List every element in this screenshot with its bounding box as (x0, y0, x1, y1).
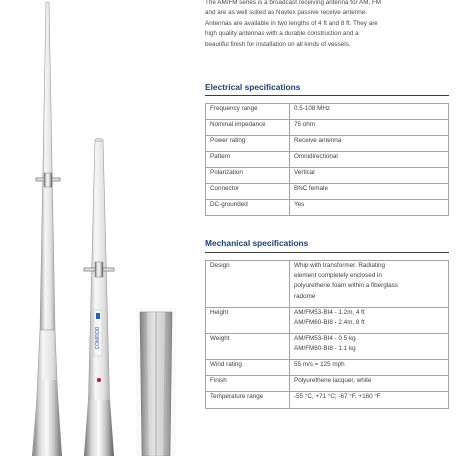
cutaway-detail (136, 308, 176, 456)
spec-value (290, 184, 449, 200)
spec-value-line: 0.5-108 MHz (294, 105, 331, 112)
spec-row (206, 392, 449, 409)
spec-value-line: Receive antenna (294, 137, 342, 144)
mechanical-specs-table (205, 260, 449, 409)
spec-row (206, 261, 449, 308)
spec-value (290, 334, 449, 360)
mechanical-specs-rule (205, 252, 449, 253)
intro-line: The AM/FM series is a broadcast receiving antenna for AM, FM (205, 0, 382, 6)
spec-value-line: Whip with transformer. Radiating (294, 262, 385, 269)
spec-value-line: Vertical (294, 169, 315, 176)
spec-value (290, 152, 449, 168)
brand-label: COMROD (95, 326, 101, 350)
spec-value-line: polyurethene foam within a fiberglass (294, 282, 398, 290)
intro-line: high quality antennas with a durable construction and a (205, 30, 359, 38)
spec-key: Power rating (206, 136, 290, 152)
intro-paragraph (205, 0, 455, 50)
spec-value-line: radome (294, 292, 316, 300)
spec-value-line: Yes (294, 201, 305, 208)
spec-value-line: 55 m/s = 125 mph (294, 361, 345, 368)
spec-key: Weight (206, 334, 290, 360)
spec-value-line: AM/FM60-BI8 - 2.4m, 8 ft (294, 319, 365, 327)
spec-key: Finish (206, 376, 290, 392)
spec-key: Polarization (206, 168, 290, 184)
intro-line: beautiful finish for installation on all kinds of vessels. (205, 40, 351, 48)
electrical-specs-table (205, 103, 449, 216)
spec-value-line: -55 °C, +71 °C; -67 °F, +160 °F (294, 393, 381, 400)
spec-value-line: AM/FM53-BI4 - 0.5 kg (294, 335, 356, 342)
long-antenna (32, 2, 62, 456)
spec-row (206, 200, 449, 216)
spec-key: Temperature range (206, 392, 290, 409)
spec-row (206, 308, 449, 334)
electrical-specs-title: Electrical specifications (205, 82, 301, 92)
spec-value-line: 75 ohm (294, 121, 316, 128)
spec-key: Pattern (206, 152, 290, 168)
spec-key: Nominal impedance (206, 120, 290, 136)
spec-value-line: AM/FM60-BI8 - 1.1 kg (294, 345, 356, 353)
spec-value (290, 261, 449, 308)
spec-row (206, 120, 449, 136)
spec-value (290, 360, 449, 376)
spec-value (290, 168, 449, 184)
spec-row (206, 360, 449, 376)
spec-row (206, 104, 449, 120)
spec-value (290, 200, 449, 216)
electrical-specs-rule (205, 95, 449, 96)
intro-line: Antennas are available in two lengths of 4 ft and 8 ft. They are (205, 19, 378, 27)
spec-value (290, 392, 449, 409)
spec-row (206, 184, 449, 200)
spec-value (290, 120, 449, 136)
spec-value (290, 308, 449, 334)
spec-value (290, 104, 449, 120)
spec-key: Design (206, 261, 290, 308)
spec-value-line: AM/FM53-BI4 - 1.2m, 4 ft (294, 309, 365, 316)
spec-key: Frequency range (206, 104, 290, 120)
spec-key: Height (206, 308, 290, 334)
short-antenna (84, 139, 114, 456)
spec-value (290, 376, 449, 392)
spec-key: Connector (206, 184, 290, 200)
spec-row (206, 334, 449, 360)
spec-row (206, 376, 449, 392)
mechanical-specs-title: Mechanical specifications (205, 238, 309, 248)
spec-value (290, 136, 449, 152)
spec-row (206, 136, 449, 152)
spec-key: Wind rating (206, 360, 290, 376)
intro-line: and are as well suited as Navtex passive receive antenne. (205, 9, 368, 17)
spec-value-line: Polyurethene lacquer, white (294, 377, 372, 384)
spec-row (206, 152, 449, 168)
spec-value-line: element completely enclosed in (294, 272, 382, 280)
spec-value-line: BNC female (294, 185, 328, 192)
spec-key: DC-grounded (206, 200, 290, 216)
spec-row (206, 168, 449, 184)
spec-value-line: Omnidirectional (294, 153, 338, 160)
antenna-product-image (0, 0, 200, 456)
